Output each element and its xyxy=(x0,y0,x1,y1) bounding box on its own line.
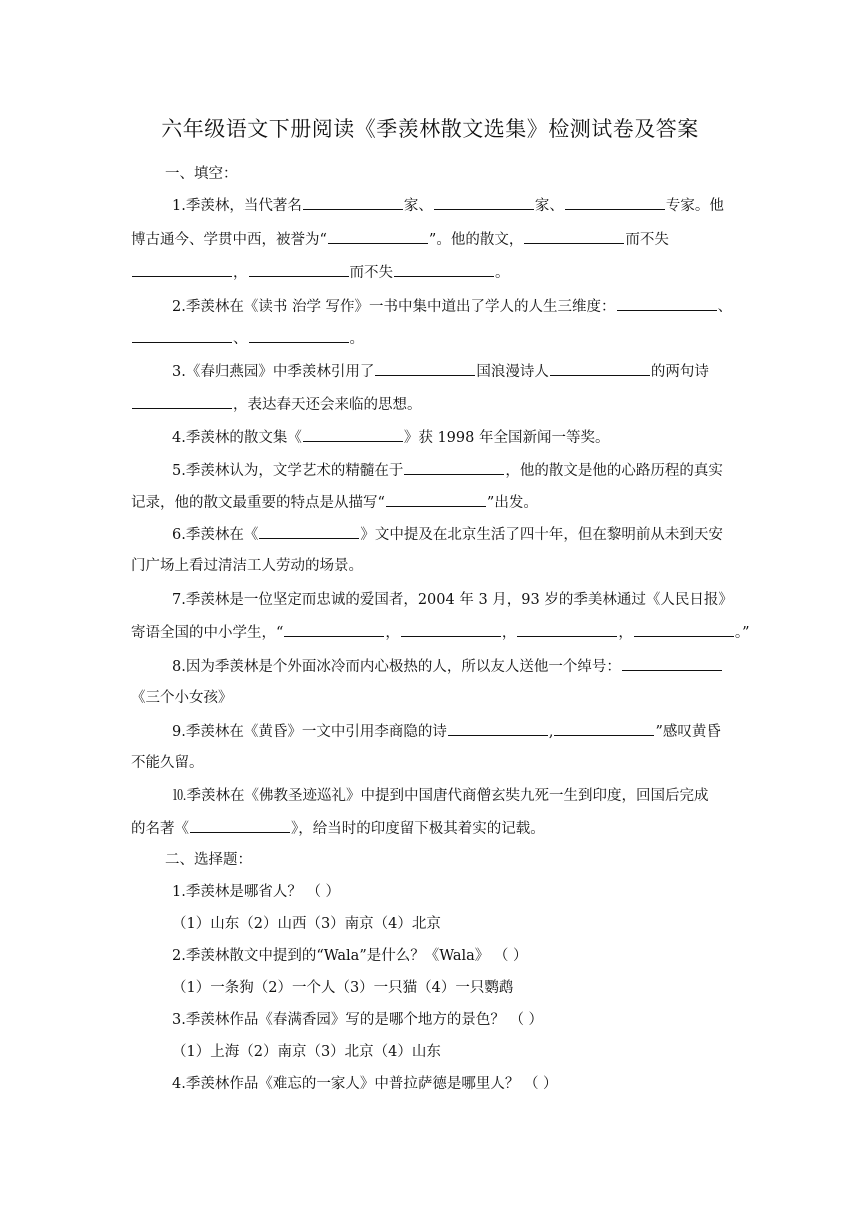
text: 8.因为季羡林是个外面冰冷而内心极热的人，所以友人送他一个绰号： xyxy=(172,659,621,675)
question-1-line-3 xyxy=(131,262,510,283)
text: 记录，他的散文最重要的特点是从描写“ xyxy=(131,495,385,511)
answer-blank[interactable] xyxy=(386,492,486,507)
question-9-line-1 xyxy=(172,721,721,742)
text: 、 xyxy=(233,331,248,347)
text: 。 xyxy=(349,331,364,347)
answer-blank[interactable] xyxy=(249,262,349,277)
text: ”感叹黄昏 xyxy=(655,724,721,740)
question-4-line-1 xyxy=(172,427,609,448)
question-6-line-1 xyxy=(172,524,723,545)
answer-blank[interactable] xyxy=(132,394,232,409)
answer-blank[interactable] xyxy=(284,622,384,637)
answer-blank[interactable] xyxy=(132,328,232,343)
question-8-line-2: 《三个小女孩》 xyxy=(131,690,233,706)
text: 》，给当时的印度留下极其着实的记载。 xyxy=(291,821,545,837)
answer-blank[interactable] xyxy=(524,229,624,244)
text: 1.季羡林，当代著名 xyxy=(172,198,302,214)
answer-blank[interactable] xyxy=(401,622,501,637)
text: 而不失 xyxy=(625,232,669,248)
question-1-line-1 xyxy=(172,195,724,216)
text: 6.季羡林在《 xyxy=(172,527,259,543)
text: ， xyxy=(501,625,517,641)
answer-blank[interactable] xyxy=(190,818,290,833)
text: ”。他的散文， xyxy=(428,232,524,248)
choice-question-2: 2.季羡林散文中提到的“Wala”是什么？《Wala》 （ ） xyxy=(172,948,528,964)
question-1-line-2 xyxy=(131,229,669,250)
answer-blank[interactable] xyxy=(565,195,665,210)
question-3-line-2 xyxy=(131,394,422,415)
answer-blank[interactable] xyxy=(404,460,504,475)
text: 家、 xyxy=(403,198,433,214)
question-3-line-1 xyxy=(172,361,709,382)
section-heading-fill-in: 一、填空： xyxy=(165,166,238,182)
text: ，他的散文是他的心路历程的真实 xyxy=(505,463,723,479)
answer-blank[interactable] xyxy=(617,296,717,311)
text: 。 xyxy=(495,265,510,281)
answer-blank[interactable] xyxy=(394,262,494,277)
text: 3.《春归燕园》中季羡林引用了 xyxy=(172,364,375,380)
text: 2.季羡林在《读书 治学 写作》一书中集中道出了学人的人生三维度： xyxy=(172,299,616,315)
answer-blank[interactable] xyxy=(448,721,548,736)
text: 专家。他 xyxy=(665,198,724,214)
text: 5.季羡林认为，文学艺术的精髓在于 xyxy=(172,463,404,479)
question-10-line-1: ⒑季羡林在《佛教圣迹巡礼》中提到中国唐代商僧玄奘九死一生到印度，回国后完成 xyxy=(172,788,709,804)
answer-blank[interactable] xyxy=(259,524,359,539)
choice-question-3: 3.季羡林作品《春满香园》写的是哪个地方的景色？ （ ） xyxy=(172,1012,544,1028)
question-6-line-2: 门广场上看过清洁工人劳动的场景。 xyxy=(131,558,363,574)
text: 》文中提及在北京生活了四十年，但在黎明前从未到天安 xyxy=(360,527,723,543)
text: ， xyxy=(385,625,400,641)
question-2-line-1 xyxy=(172,296,732,317)
text: , xyxy=(548,724,554,740)
question-8-line-1 xyxy=(172,656,723,677)
text: 、 xyxy=(717,299,733,315)
section-heading-multiple-choice: 二、选择题： xyxy=(165,852,252,868)
choice-options-3: （1）上海（2）南京（3）北京（4）山东 xyxy=(172,1044,441,1060)
answer-blank[interactable] xyxy=(328,229,428,244)
choice-options-2: （1）一条狗（2）一个人（3）一只猫（4）一只鹦鹉 xyxy=(172,980,514,996)
answer-blank[interactable] xyxy=(634,622,734,637)
answer-blank[interactable] xyxy=(622,656,722,671)
text: 的名著《 xyxy=(131,821,189,837)
question-10-line-2 xyxy=(131,818,545,839)
text: 家、 xyxy=(534,198,564,214)
question-5-line-1 xyxy=(172,460,723,481)
answer-blank[interactable] xyxy=(303,427,403,442)
answer-blank[interactable] xyxy=(375,361,475,376)
answer-blank[interactable] xyxy=(132,262,232,277)
question-5-line-2 xyxy=(131,492,538,513)
choice-options-1: （1）山东（2）山西（3）南京（4）北京 xyxy=(172,916,441,932)
answer-blank[interactable] xyxy=(554,721,654,736)
text: ， xyxy=(233,265,248,281)
text: 国浪漫诗人 xyxy=(476,364,549,380)
text: 4.季羡林的散文集《 xyxy=(172,430,302,446)
answer-blank[interactable] xyxy=(550,361,650,376)
text: 》获 1998 年全国新闻一等奖。 xyxy=(403,430,610,446)
text: 而不失 xyxy=(349,265,393,281)
question-9-line-2: 不能久留。 xyxy=(131,755,204,771)
question-7-line-1: 7.季羡林是一位坚定而忠诚的爱国者，2004 年 3 月，93 岁的季美林通过《人民日报》 xyxy=(172,592,733,608)
question-2-line-2 xyxy=(131,328,364,349)
answer-blank[interactable] xyxy=(303,195,403,210)
answer-blank[interactable] xyxy=(517,622,617,637)
choice-question-4: 4.季羡林作品《难忘的一家人》中普拉萨德是哪里人？ （ ） xyxy=(172,1076,558,1092)
answer-blank[interactable] xyxy=(249,328,349,343)
text: 9.季羡林在《黄昏》一文中引用李商隐的诗 xyxy=(172,724,447,740)
text: ， xyxy=(618,625,633,641)
answer-blank[interactable] xyxy=(434,195,534,210)
text: 寄语全国的中小学生，“ xyxy=(131,625,284,641)
question-7-line-2 xyxy=(131,622,750,643)
text: ，表达春天还会来临的思想。 xyxy=(233,397,422,413)
text: 的两句诗 xyxy=(650,364,709,380)
page-title: 六年级语文下册阅读《季羡林散文选集》检测试卷及答案 xyxy=(161,117,699,141)
text: ”出发。 xyxy=(486,495,538,511)
choice-question-1: 1.季羡林是哪省人？ （ ） xyxy=(172,884,341,900)
text: 。” xyxy=(734,625,750,641)
text: 博古通今、学贯中西，被誉为“ xyxy=(131,232,327,248)
